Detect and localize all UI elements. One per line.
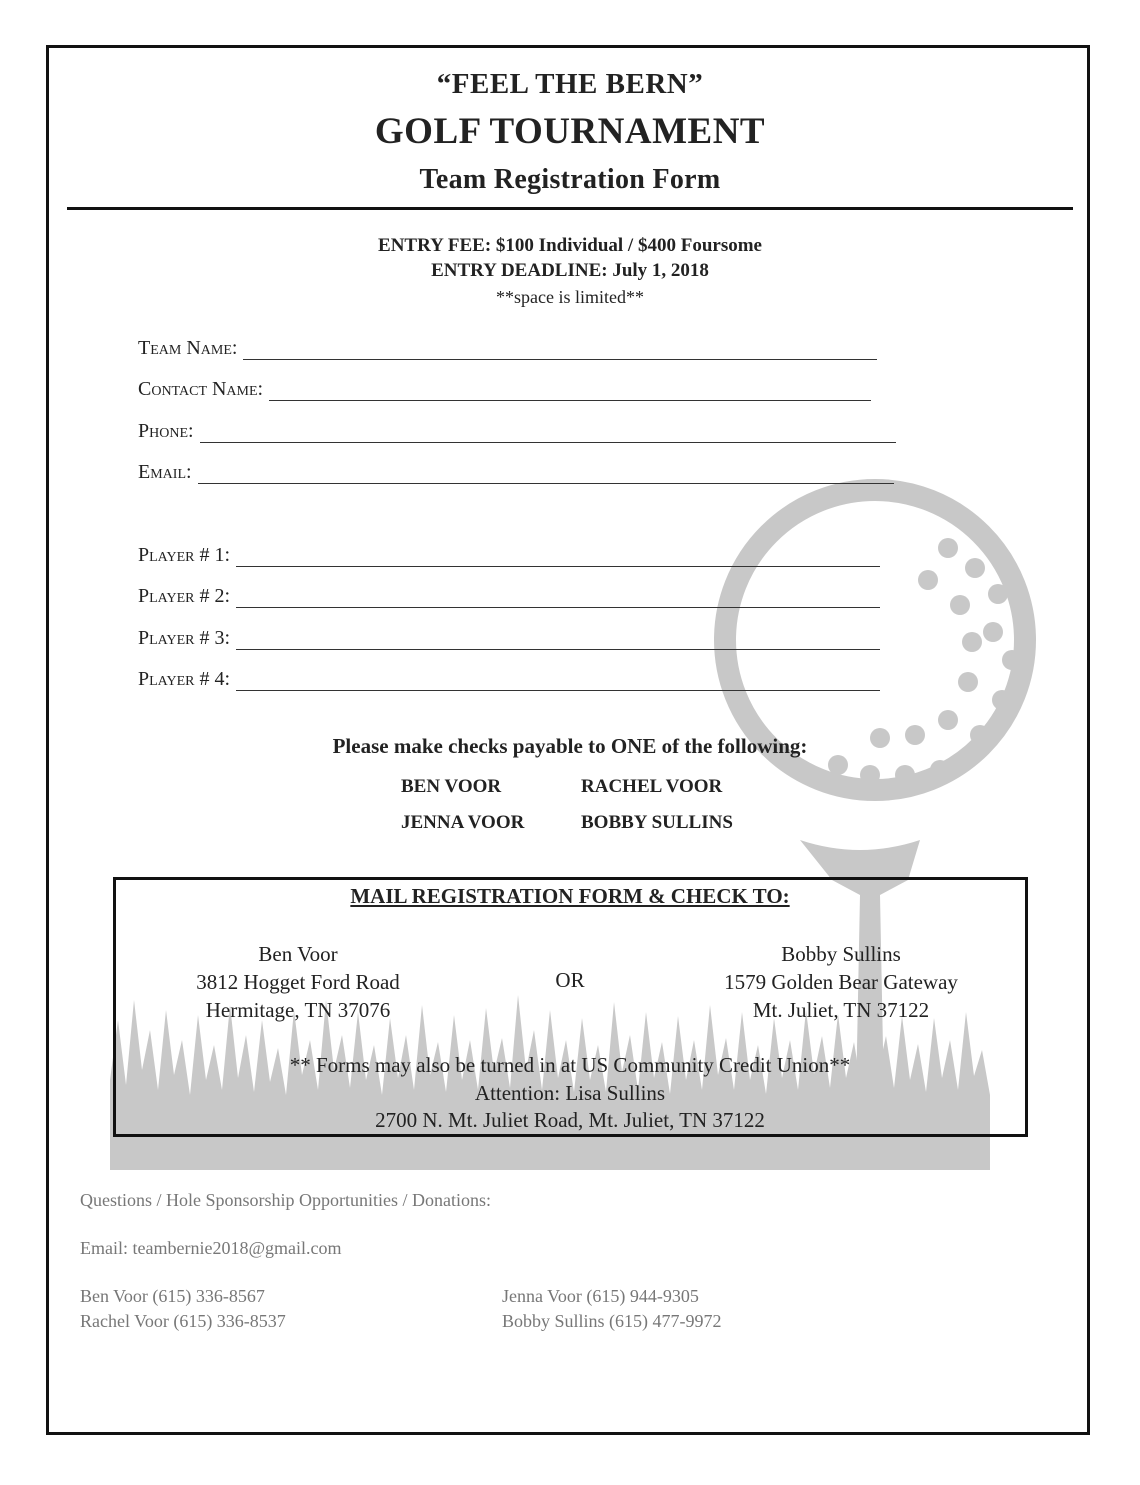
team-name-label: Team Name: bbox=[138, 337, 238, 359]
phone-label: Phone: bbox=[138, 420, 194, 442]
phone-line[interactable] bbox=[200, 423, 896, 443]
address-name: Ben Voor bbox=[258, 942, 338, 966]
team-name-line[interactable] bbox=[243, 340, 877, 360]
address-name: Bobby Sullins bbox=[781, 942, 901, 966]
payee-name: BOBBY SULLINS bbox=[581, 812, 733, 833]
credit-union-note: ** Forms may also be turned in at US Community Credit Union** bbox=[289, 1053, 851, 1077]
footer-email: Email: teambernie2018@gmail.com bbox=[80, 1238, 342, 1258]
player-4-field[interactable] bbox=[138, 665, 880, 691]
footer-contact: Rachel Voor (615) 336-8537 bbox=[80, 1311, 286, 1331]
player-1-label: Player # 1: bbox=[138, 544, 231, 566]
mail-address-left bbox=[148, 940, 448, 1024]
payee-name: JENNA VOOR bbox=[401, 812, 525, 833]
event-main-title: GOLF TOURNAMENT bbox=[374, 111, 766, 152]
payee-name: BEN VOOR bbox=[401, 776, 502, 797]
contact-name-label: Contact Name: bbox=[138, 378, 264, 400]
footer-contact: Jenna Voor (615) 944-9305 bbox=[502, 1286, 699, 1306]
payable-instruction: Please make checks payable to ONE of the following: bbox=[332, 734, 808, 758]
contact-name-line[interactable] bbox=[269, 381, 871, 401]
form-subtitle: Team Registration Form bbox=[419, 164, 721, 195]
phone-field[interactable] bbox=[138, 417, 896, 443]
player-3-label: Player # 3: bbox=[138, 627, 231, 649]
mail-address-right bbox=[691, 940, 991, 1024]
player-4-line[interactable] bbox=[236, 671, 880, 691]
payee-name: RACHEL VOOR bbox=[581, 776, 723, 797]
footer-contact: Bobby Sullins (615) 477-9972 bbox=[502, 1311, 722, 1331]
credit-union-address: 2700 N. Mt. Juliet Road, Mt. Juliet, TN 37122 bbox=[375, 1108, 765, 1132]
player-2-line[interactable] bbox=[236, 588, 880, 608]
address-city: Mt. Juliet, TN 37122 bbox=[752, 998, 930, 1022]
entry-deadline: ENTRY DEADLINE: July 1, 2018 bbox=[431, 260, 709, 281]
email-label: Email: bbox=[138, 461, 192, 483]
address-city: Hermitage, TN 37076 bbox=[205, 998, 391, 1022]
contact-name-field[interactable] bbox=[138, 375, 871, 401]
player-3-field[interactable] bbox=[138, 624, 880, 650]
space-limited-note: **space is limited** bbox=[496, 287, 644, 307]
player-1-field[interactable] bbox=[138, 541, 880, 567]
credit-union-attention: Attention: Lisa Sullins bbox=[474, 1081, 666, 1105]
or-separator: OR bbox=[555, 968, 585, 992]
entry-fee: ENTRY FEE: $100 Individual / $400 Foursome bbox=[378, 235, 762, 256]
email-field[interactable] bbox=[138, 458, 894, 484]
address-street: 3812 Hogget Ford Road bbox=[196, 970, 400, 994]
player-3-line[interactable] bbox=[236, 630, 880, 650]
player-4-label: Player # 4: bbox=[138, 668, 231, 690]
player-2-label: Player # 2: bbox=[138, 585, 231, 607]
address-street: 1579 Golden Bear Gateway bbox=[724, 970, 958, 994]
player-1-line[interactable] bbox=[236, 547, 880, 567]
mail-title: MAIL REGISTRATION FORM & CHECK TO: bbox=[350, 884, 790, 908]
header-divider bbox=[67, 207, 1073, 210]
event-quote-title: “FEEL THE BERN” bbox=[436, 68, 704, 100]
email-line[interactable] bbox=[198, 464, 894, 484]
footer-contact: Ben Voor (615) 336-8567 bbox=[80, 1286, 265, 1306]
team-name-field[interactable] bbox=[138, 334, 877, 360]
player-2-field[interactable] bbox=[138, 582, 880, 608]
footer-questions: Questions / Hole Sponsorship Opportunities / Donations: bbox=[80, 1190, 491, 1210]
